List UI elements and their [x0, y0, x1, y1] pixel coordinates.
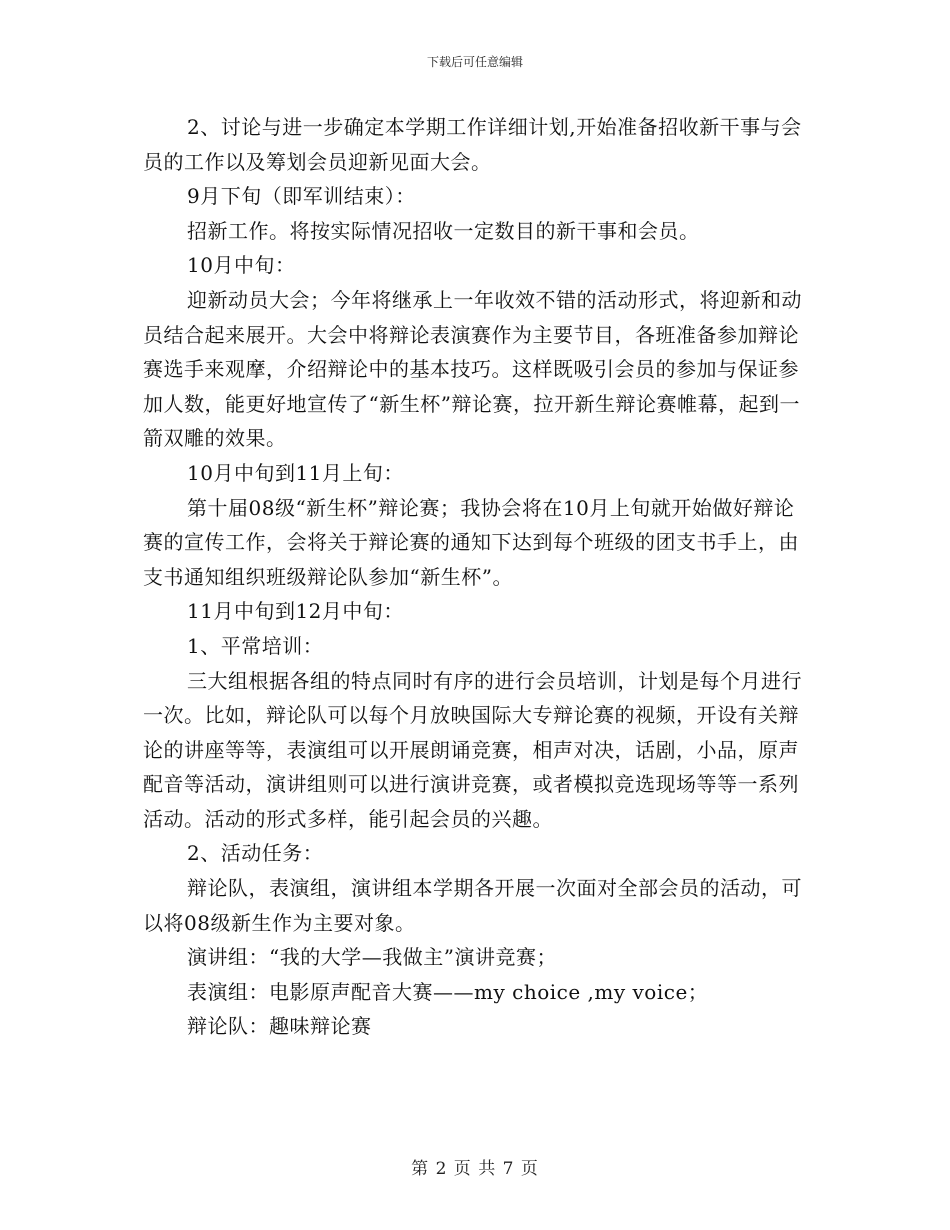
document-body: [143, 110, 808, 1044]
paragraph: 11月中旬到12月中旬：: [187, 599, 404, 624]
paragraph: 招新工作。将按实际情况招收一定数目的新干事和会员。: [187, 218, 700, 243]
paragraph: 辩论队，表演组，演讲组本学期各开展一次面对全部会员的活动，可以将08级新生作为主要对象。: [143, 876, 802, 935]
paragraph: 辩论队：趣味辩论赛: [187, 1014, 372, 1039]
paragraph: 第十届08级“新生杯”辩论赛；我协会将在10月上旬就开始做好辩论赛的宣传工作，会将关于辩论赛的通知下达到每个班级的团支书手上，由支书通知组织班级辩论队参加“新生杯”。: [143, 495, 799, 589]
page-number-footer: 第 2 页 共 7 页: [411, 1159, 539, 1179]
paragraph: 2、讨论与进一步确定本学期工作详细计划,开始准备招收新干事与会员的工作以及筹划会员迎新见面大会。: [143, 115, 802, 174]
paragraph: 10月中旬到11月上旬：: [187, 460, 404, 485]
paragraph: 1、平常培训：: [187, 633, 324, 658]
paragraph: 2、活动任务：: [187, 841, 324, 866]
paragraph: 演讲组：“我的大学—我做主”演讲竞赛；: [187, 945, 557, 970]
page-header: 下载后可任意编辑: [426, 55, 523, 69]
paragraph: 迎新动员大会；今年将继承上一年收效不错的活动形式，将迎新和动员结合起来展开。大会中将辩论表演赛作为主要节目，各班准备参加辩论赛选手来观摩，介绍辩论中的基本技巧。这样既吸引会员的参加与保证参加人数，能更好地宣传了“新生杯”辩论赛，拉开新生辩论赛帷幕，起到一箭双雕的效果。: [143, 287, 802, 451]
paragraph: 表演组：电影原声配音大赛——my choice ,my voice；: [187, 979, 709, 1004]
paragraph: 9月下旬（即军训结束）：: [187, 184, 416, 209]
paragraph: 10月中旬：: [187, 253, 296, 278]
paragraph: 三大组根据各组的特点同时有序的进行会员培训，计划是每个月进行一次。比如，辩论队可以每个月放映国际大专辩论赛的视频，开设有关辩论的讲座等等，表演组可以开展朗诵竞赛，相声对决，话剧，小品，原声配音等活动，演讲组则可以进行演讲竞赛，或者模拟竞选现场等等一系列活动。活动的形式多样，能引起会员的兴趣。: [143, 668, 802, 831]
